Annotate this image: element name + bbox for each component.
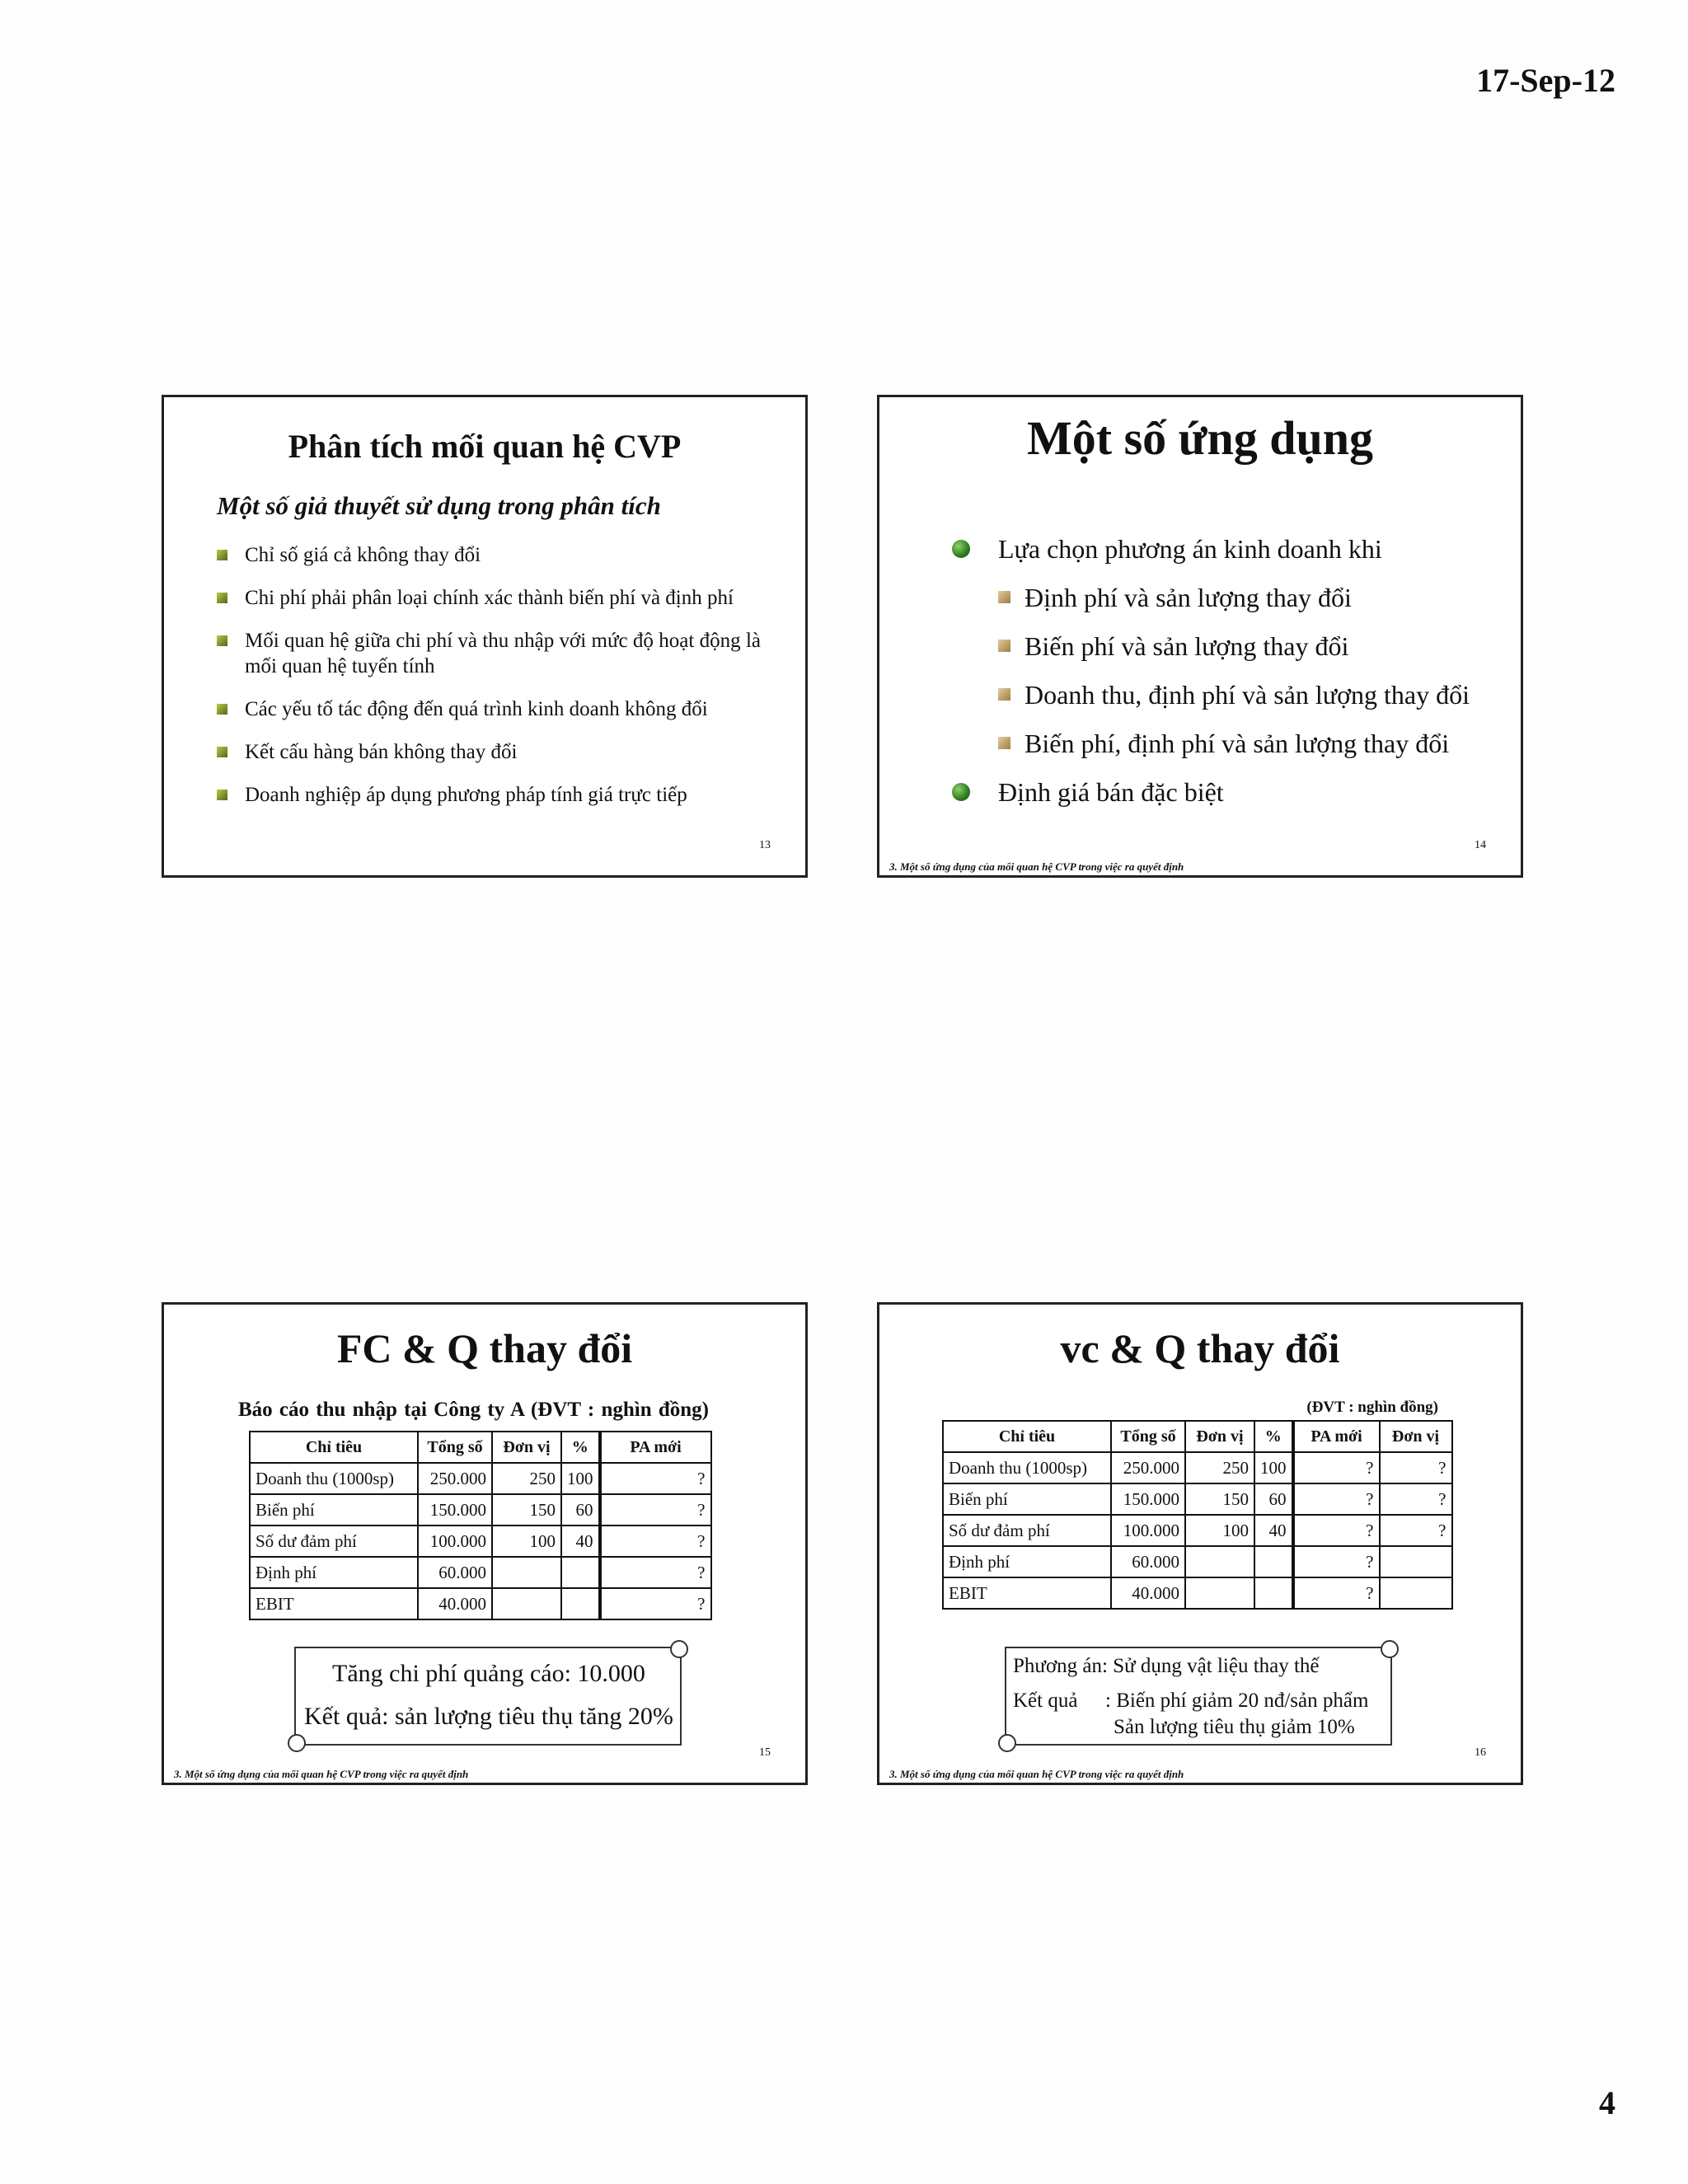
income-table: [249, 1431, 712, 1620]
sub-list-item: Định phí và sản lượng thay đổi: [952, 574, 1470, 622]
application-list: [952, 525, 1470, 817]
slide-title: Phân tích mối quan hệ CVP: [288, 428, 682, 465]
slide-14: [877, 395, 1523, 878]
slide-number: 13: [759, 839, 771, 851]
column-header: Tổng số: [418, 1432, 492, 1463]
table-row: EBIT 40.000 ?: [943, 1577, 1452, 1609]
scroll-curl-icon: [288, 1734, 306, 1752]
slide-number: 16: [1475, 1746, 1486, 1759]
square-bullet-icon: [998, 640, 1010, 652]
table-row: Doanh thu (1000sp) 250.000 250 100 ? ?: [943, 1452, 1452, 1483]
slide-title: vc & Q thay đổi: [1060, 1325, 1340, 1371]
table-row: Biến phí 150.000 150 60 ?: [250, 1494, 711, 1526]
list-item: Kết cấu hàng bán không thay đổi: [217, 739, 761, 765]
table-row: Định phí 60.000 ?: [250, 1557, 711, 1588]
table-header-row: [250, 1432, 711, 1463]
list-item: Chi phí phải phân loại chính xác thành biến phí và định phí: [217, 585, 761, 611]
slide-number: 15: [759, 1746, 771, 1759]
note-text: Tăng chi phí quảng cáo: 10.000: [332, 1660, 645, 1687]
table-row: Số dư đảm phí 100.000 100 40 ? ?: [943, 1515, 1452, 1546]
slide-13: [162, 395, 808, 878]
column-header: %: [561, 1432, 600, 1463]
list-item: Lựa chọn phương án kinh doanh khi: [952, 525, 1470, 574]
note-label: Kết quả: [1013, 1690, 1078, 1712]
slide-footer: 3. Một số ứng dụng của mối quan hệ CVP trong việc ra quyết định: [889, 1768, 1184, 1780]
slide-subtitle: Một số giả thuyết sử dụng trong phân tích: [217, 491, 661, 520]
table-caption: (ĐVT : nghìn đồng): [1306, 1399, 1438, 1416]
square-bullet-icon: [217, 790, 227, 800]
scroll-curl-icon: [670, 1640, 688, 1658]
slide-16: [877, 1302, 1523, 1785]
column-header: PA mới: [600, 1432, 711, 1463]
table-row: Định phí 60.000 ?: [943, 1546, 1452, 1577]
column-header: Đơn vị: [492, 1432, 561, 1463]
table-row: EBIT 40.000 ?: [250, 1588, 711, 1619]
sub-list-item: Biến phí và sản lượng thay đổi: [952, 622, 1470, 671]
note-text: Kết quả: sản lượng tiêu thụ tăng 20%: [304, 1703, 673, 1730]
note-text: : Biến phí giảm 20 nđ/sản phẩm: [1105, 1690, 1369, 1712]
table-row: Số dư đảm phí 100.000 100 40 ?: [250, 1526, 711, 1557]
note-text: Phương án: Sử dụng vật liệu thay thế: [1013, 1655, 1320, 1677]
green-ball-bullet-icon: [952, 540, 970, 558]
sub-list-item: Biến phí, định phí và sản lượng thay đổi: [952, 719, 1470, 768]
slide-footer: 3. Một số ứng dụng của mối quan hệ CVP trong việc ra quyết định: [174, 1768, 469, 1780]
assumption-list: [217, 542, 761, 825]
table-row: Doanh thu (1000sp) 250.000 250 100 ?: [250, 1463, 711, 1494]
slide-title: Một số ứng dụng: [1027, 411, 1373, 465]
square-bullet-icon: [998, 591, 1010, 603]
column-header: Chỉ tiêu: [250, 1432, 418, 1463]
sub-list-item: Doanh thu, định phí và sản lượng thay đổi: [952, 671, 1470, 719]
income-table: [942, 1420, 1453, 1610]
square-bullet-icon: [217, 635, 227, 646]
column-header: Tổng số: [1111, 1421, 1185, 1452]
slide-title: FC & Q thay đổi: [336, 1325, 633, 1371]
square-bullet-icon: [998, 737, 1010, 749]
page-number: 4: [1599, 2084, 1615, 2121]
table-caption: Báo cáo thu nhập tại Công ty A (ĐVT : nghìn đồng): [238, 1399, 709, 1421]
green-ball-bullet-icon: [952, 783, 970, 801]
slide-footer: 3. Một số ứng dụng của mối quan hệ CVP trong việc ra quyết định: [889, 860, 1184, 873]
square-bullet-icon: [217, 747, 227, 757]
column-header: Đơn vị: [1380, 1421, 1452, 1452]
column-header: Đơn vị: [1185, 1421, 1254, 1452]
scroll-note: [294, 1647, 682, 1746]
note-text: Sản lượng tiêu thụ giảm 10%: [1114, 1716, 1355, 1738]
list-item: Chỉ số giá cả không thay đổi: [217, 542, 761, 568]
square-bullet-icon: [217, 550, 227, 560]
slide-15: [162, 1302, 808, 1785]
page-date: 17-Sep-12: [1476, 62, 1615, 99]
square-bullet-icon: [217, 704, 227, 715]
list-item: Doanh nghiệp áp dụng phương pháp tính giá trực tiếp: [217, 782, 761, 808]
list-item: Mối quan hệ giữa chi phí và thu nhập với mức độ hoạt động là mối quan hệ tuyến tính: [217, 628, 761, 679]
table-header-row: [943, 1421, 1452, 1452]
slide-number: 14: [1475, 839, 1486, 851]
list-item: Các yếu tố tác động đến quá trình kinh doanh không đổi: [217, 696, 761, 722]
list-item: Định giá bán đặc biệt: [952, 768, 1470, 817]
column-header: %: [1254, 1421, 1293, 1452]
column-header: Chỉ tiêu: [943, 1421, 1111, 1452]
column-header: PA mới: [1293, 1421, 1380, 1452]
scroll-curl-icon: [1381, 1640, 1399, 1658]
square-bullet-icon: [217, 593, 227, 603]
square-bullet-icon: [998, 688, 1010, 701]
table-row: Biến phí 150.000 150 60 ? ?: [943, 1483, 1452, 1515]
scroll-curl-icon: [998, 1734, 1016, 1752]
scroll-note: [1005, 1647, 1392, 1746]
